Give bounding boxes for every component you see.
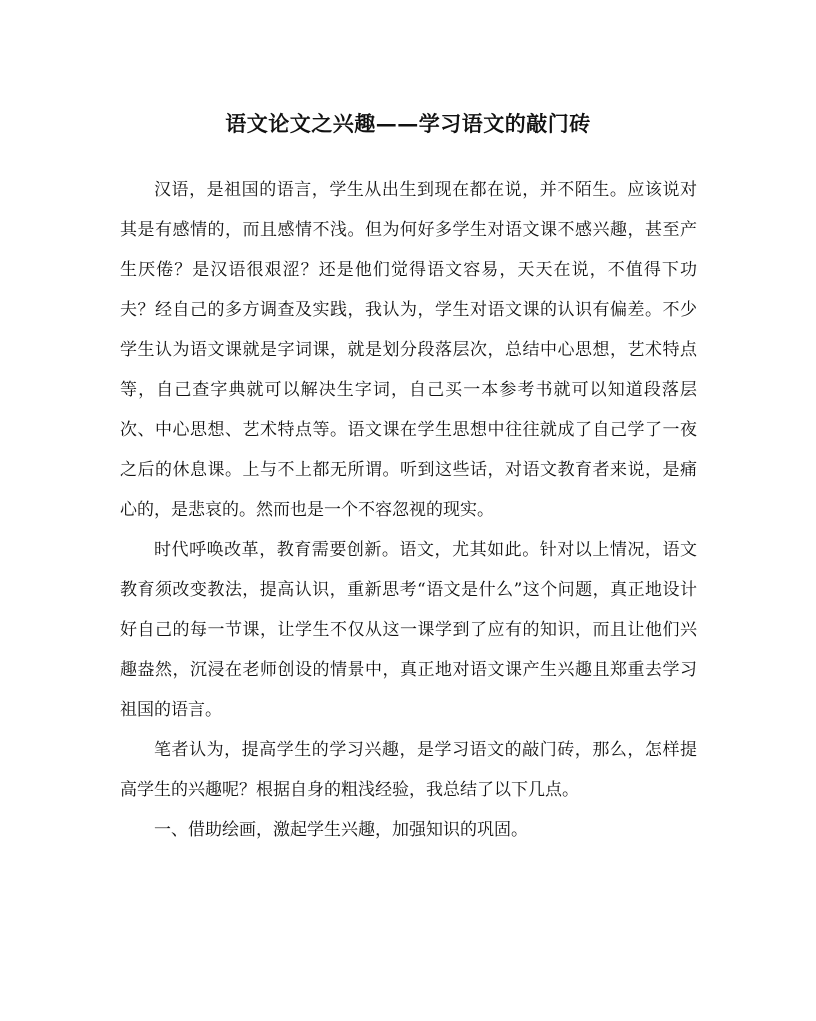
paragraph-3: 笔者认为，提高学生的学习兴趣，是学习语文的敲门砖，那么，怎样提高学生的兴趣呢？根据自身的粗浅经验，我总结了以下几点。 bbox=[120, 740, 697, 800]
paragraph-2: 时代呼唤改革，教育需要创新。语文，尤其如此。针对以上情况，语文教育须改变教法，提高认识，重新思考“语文是什么”这个问题，真正地设计好自己的每一节课，让学生不仅从这一课学到了应有的知识，而且让他们兴趣盎然，沉浸在老师创设的情景中，真正地对语文课产生兴趣且郑重去学习祖国的语言。 bbox=[120, 540, 697, 720]
paragraph-1: 汉语，是祖国的语言，学生从出生到现在都在说，并不陌生。应该说对其是有感情的，而且感情不浅。但为何好多学生对语文课不感兴趣，甚至产生厌倦？是汉语很艰涩？还是他们觉得语文容易，天天在说，不值得下功夫？经自己的多方调查及实践，我认为，学生对语文课的认识有偏差。不少学生认为语文课就是字词课，就是划分段落层次，总结中心思想，艺术特点等，自己查字典就可以解决生字词，自己买一本参考书就可以知道段落层次、中心思想、艺术特点等。语文课在学生思想中往往就成了自己学了一夜之后的休息课。上与不上都无所谓。听到这些话，对语文教育者来说，是痛心的，是悲哀的。然而也是一个不容忽视的现实。 bbox=[120, 180, 697, 520]
paragraph-4-section-heading: 一、借助绘画，激起学生兴趣，加强知识的巩固。 bbox=[154, 820, 528, 840]
document-body bbox=[120, 170, 697, 850]
document-title: 语文论文之兴趣——学习语文的敲门砖 bbox=[225, 111, 591, 136]
